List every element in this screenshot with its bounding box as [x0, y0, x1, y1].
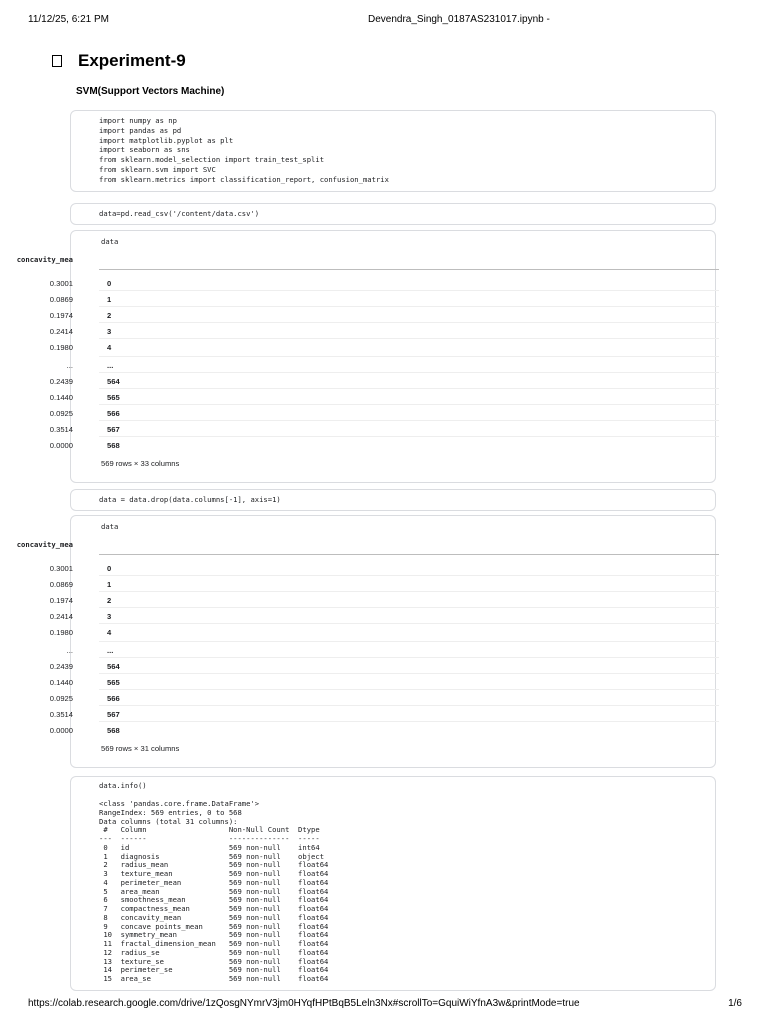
- table-cell: ...: [66, 361, 73, 370]
- row-index: ...: [107, 646, 114, 655]
- table-cell: 0.1980: [49, 628, 73, 637]
- row-index: 564: [107, 662, 120, 671]
- row-divider: [99, 641, 719, 642]
- row-divider: [99, 322, 719, 323]
- row-index: ...: [107, 361, 114, 370]
- table-cell: 0.1980: [49, 343, 73, 352]
- code-text[interactable]: data = data.drop(data.columns[-1], axis=1): [99, 495, 281, 504]
- row-index: 567: [107, 425, 120, 434]
- table-cell: 0.1974: [49, 596, 73, 605]
- row-index: 564: [107, 377, 120, 386]
- column-header: concavity_mea: [16, 255, 73, 264]
- row-index: 4: [107, 343, 112, 352]
- code-cell-imports[interactable]: [70, 110, 716, 192]
- table-cell: 0.1974: [49, 311, 73, 320]
- print-filename: Devendra_Singh_0187AS231017.ipynb -: [368, 14, 550, 25]
- row-index: 4: [107, 628, 112, 637]
- row-divider: [99, 721, 719, 722]
- row-divider: [99, 338, 719, 339]
- header-divider: [99, 554, 719, 555]
- row-index: 568: [107, 441, 120, 450]
- row-index: 567: [107, 710, 120, 719]
- subheading: SVM(Support Vectors Machine): [76, 86, 225, 97]
- table-cell: 0.0869: [49, 580, 73, 589]
- code-text[interactable]: import numpy as np import pandas as pd import matplotlib.pyplot as plt import seaborn as sns from sklearn.model_selection import train_test_split from sklearn.svm import SVC from sklearn.metrics import classification_report, confusion_matrix: [99, 116, 389, 184]
- code-text[interactable]: data: [101, 522, 119, 531]
- output-cell-data-2[interactable]: [16, 515, 716, 768]
- output-cell-info[interactable]: [70, 776, 716, 991]
- table-cell: 0.0925: [49, 409, 73, 418]
- table-cell: 0.0000: [49, 441, 73, 450]
- table-cell: 0.3514: [49, 710, 73, 719]
- row-index: 3: [107, 327, 112, 336]
- table-summary: 569 rows × 31 columns: [101, 744, 180, 753]
- row-index: 566: [107, 409, 120, 418]
- row-index: 0: [107, 279, 112, 288]
- table-cell: 0.3001: [49, 564, 73, 573]
- code-text[interactable]: data=pd.read_csv('/content/data.csv'): [99, 209, 260, 218]
- row-index: 565: [107, 393, 120, 402]
- row-divider: [99, 290, 719, 291]
- row-divider: [99, 436, 719, 437]
- row-divider: [99, 591, 719, 592]
- row-divider: [99, 575, 719, 576]
- table-cell: 0.0869: [49, 295, 73, 304]
- row-divider: [99, 372, 719, 373]
- row-index: 568: [107, 726, 120, 735]
- row-index: 3: [107, 612, 112, 621]
- header-divider: [99, 269, 719, 270]
- row-divider: [99, 673, 719, 674]
- table-summary: 569 rows × 33 columns: [101, 459, 180, 468]
- row-index: 0: [107, 564, 112, 573]
- code-text[interactable]: data: [101, 237, 119, 246]
- table-cell: 0.1440: [49, 678, 73, 687]
- heading-text: Experiment-9: [78, 51, 186, 70]
- collapse-toggle-icon[interactable]: [52, 55, 62, 67]
- row-index: 1: [107, 295, 112, 304]
- table-cell: 0.3001: [49, 279, 73, 288]
- print-url: https://colab.research.google.com/drive/1zQosgNYmrV3jm0HYqfHPtBqB5Leln3Nx#scrollTo=GquiWiYfnA3w&printMode=true: [28, 998, 580, 1009]
- code-cell-drop[interactable]: [70, 489, 716, 511]
- row-divider: [99, 607, 719, 608]
- column-header: concavity_mea: [16, 540, 73, 549]
- table-cell: 0.0925: [49, 694, 73, 703]
- table-cell: 0.0000: [49, 726, 73, 735]
- row-index: 566: [107, 694, 120, 703]
- row-divider: [99, 306, 719, 307]
- code-cell-read-csv[interactable]: [70, 203, 716, 225]
- table-cell: 0.2414: [49, 612, 73, 621]
- row-divider: [99, 404, 719, 405]
- row-index: 2: [107, 596, 112, 605]
- print-header: [28, 14, 744, 28]
- table-cell: 0.2439: [49, 377, 73, 386]
- table-cell: 0.3514: [49, 425, 73, 434]
- table-cell: 0.2439: [49, 662, 73, 671]
- row-index: 1: [107, 580, 112, 589]
- row-divider: [99, 705, 719, 706]
- info-output: <class 'pandas.core.frame.DataFrame'> RangeIndex: 569 entries, 0 to 568 Data columns (total 31 columns): # Column Non-Null Count Dtype --- ------ -------------- ----- 0 id 569 non-null int64 1 diagnosis 569 non-null object 2 radius_mean 569 non-null float64 3 texture_mean 569 non-null float64 4 perimeter_mean 569 non-null float64 5 area_mean 569 non-null float64 6 smoothness_mean 569 non-null float64 7 compactness_mean 569 non-null float64 8 concavity_mean 569 non-null float64 9 concave points_mean 569 non-null float64 10 symmetry_mean 569 non-null float64 11 fractal_dimension_mean 569 non-null float64 12 radius_se 569 non-null float64 13 texture_se 569 non-null float64 14 perimeter_se 569 non-null float64 15 area_se 569 non-null float64: [99, 799, 329, 983]
- row-divider: [99, 657, 719, 658]
- output-cell-data-1[interactable]: [16, 230, 716, 483]
- table-cell: ...: [66, 646, 73, 655]
- table-cell: 0.1440: [49, 393, 73, 402]
- table-cell: 0.2414: [49, 327, 73, 336]
- print-datetime: 11/12/25, 6:21 PM: [28, 14, 109, 25]
- print-footer: [28, 998, 744, 1012]
- row-divider: [99, 689, 719, 690]
- code-text[interactable]: data.info(): [99, 781, 147, 790]
- row-divider: [99, 420, 719, 421]
- row-divider: [99, 356, 719, 357]
- row-divider: [99, 623, 719, 624]
- row-divider: [99, 388, 719, 389]
- row-index: 565: [107, 678, 120, 687]
- print-page-number: 1/6: [728, 998, 742, 1009]
- row-index: 2: [107, 311, 112, 320]
- section-heading: [52, 49, 186, 73]
